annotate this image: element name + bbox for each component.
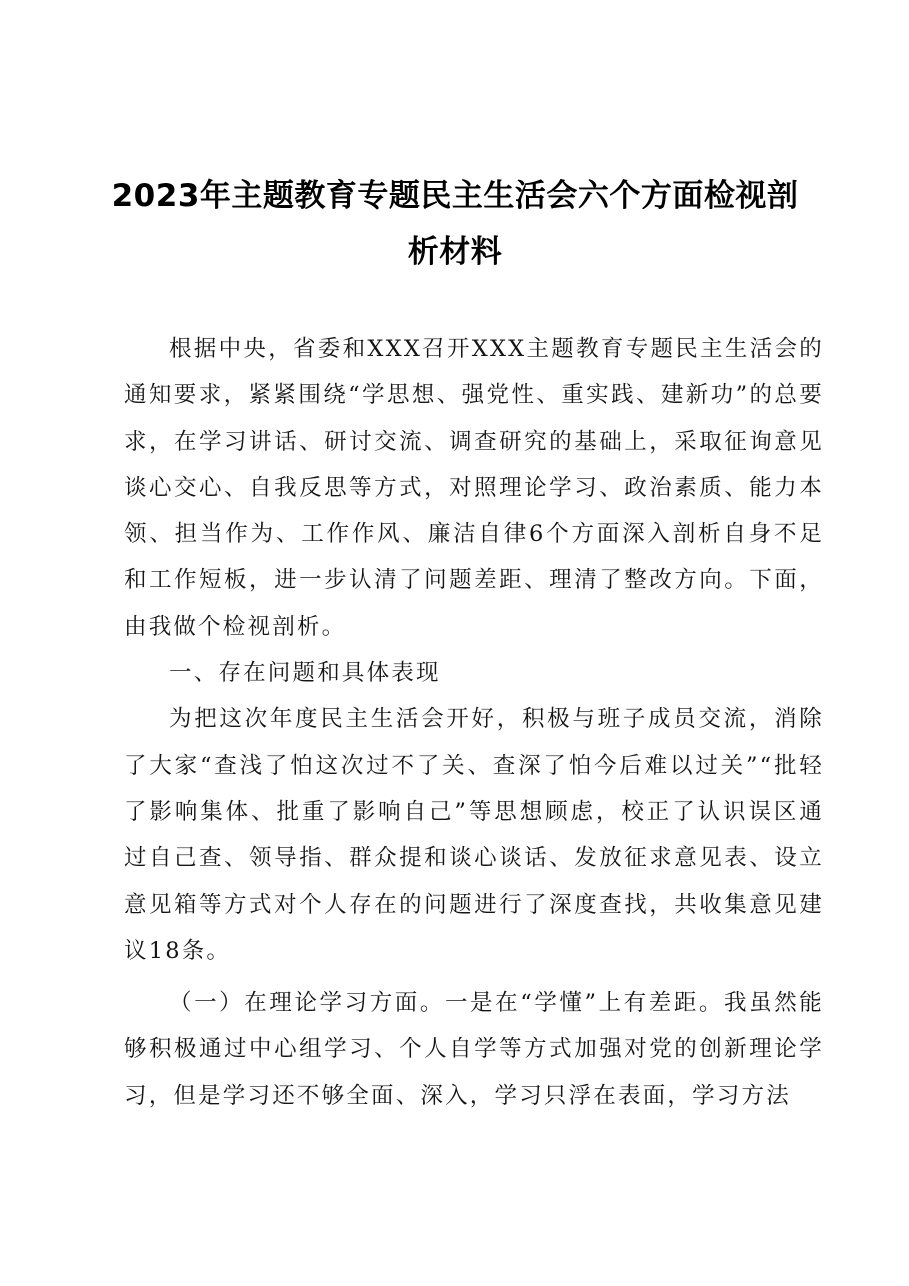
intro-paragraph: 根据中央，省委和XXX召开XXX主题教育专题民主生活会的通知要求，紧紧围绕“学思想、强党性、重实践、建新功”的总要求，在学习讲话、研讨交流、调查研究的基础上，采取征询意见谈心交心、自我反思等方式，对照理论学习、政治素质、能力本领、担当作为、工作作风、廉洁自律6个方面深入剖析自身不足和工作短板，进一步认清了问题差距、理清了整改方向。下面，由我做个检视剖析。 [124,336,824,640]
problems-paragraph: 为把这次年度民主生活会开好，积极与班子成员交流，消除了大家“查浅了怕这次过不了关、查深了怕今后难以过关”“批轻了影响集体、批重了影响自己”等思想顾虑，校正了认识误区通过自己查、领导指、群众提和谈心谈话、发放征求意见表、设立意见箱等方式对个人存在的问题进行了深度查找，共收集意见建议18条。 [124,706,824,964]
section-heading-problems: 一、存在问题和具体表现 [169,660,441,687]
document-title: 2023年主题教育专题民主生活会六个方面检视剖析材料 [111,178,799,270]
document-body [124,326,824,1119]
theory-study-paragraph: （一）在理论学习方面。一是在“学懂”上有差距。我虽然能够积极通过中心组学习、个人自学等方式加强对党的创新理论学习，但是学习还不够全面、深入，学习只浮在表面，学习方法 [124,990,824,1109]
